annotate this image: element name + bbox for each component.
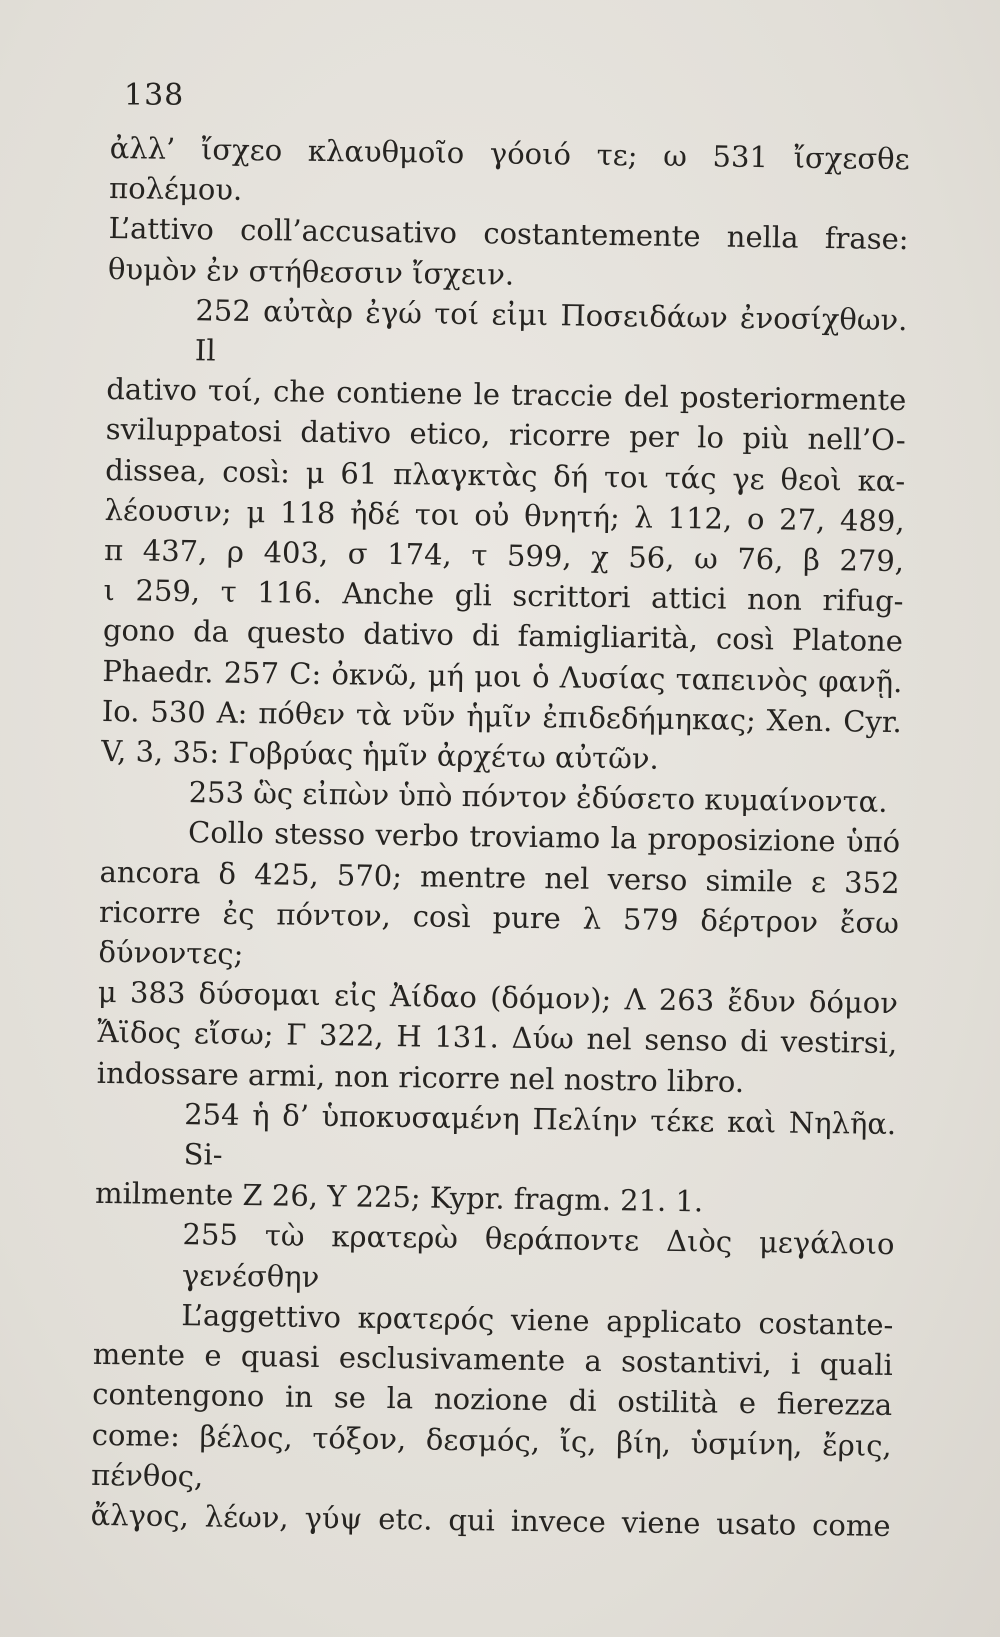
- text-line: milmente Ζ 26, Υ 225; Kypr. fragm. 21. 1.: [94, 1176, 704, 1219]
- text-line: V, 3, 35: Γοβρύας ἡμῖν ἀρχέτω αὐτῶν.: [101, 733, 659, 776]
- text-line: indossare armi, non ricorre nel nostro libro.: [96, 1055, 745, 1099]
- body-text: [90, 128, 910, 1546]
- text-line: 252 αὐτὰρ ἐγώ τοί εἰμι Ποσειδάων ἐνοσίχθων. Il: [194, 293, 908, 368]
- text-line: Io. 530 A: πόθεν τὰ νῦν ἡμῖν ἐπιδεδήμηκας; Xen. Cyr.: [101, 693, 903, 739]
- text-line: L’aggettivo κρατερός viene applicato costante-: [181, 1298, 894, 1342]
- text-line: ancora δ 425, 570; mentre nel verso simile ε 352: [99, 854, 900, 900]
- text-line: ricorre ἐς πόντον, così pure λ 579 δέρτρον ἔσω δύνοντες;: [98, 894, 900, 972]
- text-line: come: βέλος, τόξον, δεσμός, ἴς, βίη, ὑσμίνη, ἔρις, πένθος,: [90, 1417, 892, 1494]
- text-line: Ἄϊδος εἴσω; Γ 322, Η 131. Δύω nel senso di vestirsi,: [97, 1015, 898, 1061]
- text-line: 253 ὣς εἰπὼν ὑπὸ πόντον ἐδύσετο κυμαίνοντα.: [188, 775, 888, 820]
- text-line: contengono in se la nozione di ostilità e fierezza: [92, 1377, 893, 1423]
- text-line: gono da questo dativo di famigliarità, così Platone: [102, 613, 904, 659]
- text-line: ι 259, τ 116. Anche gli scrittori attici non rifug-: [103, 573, 904, 619]
- text-line: mente e quasi esclusivamente a sostantivi, i quali: [92, 1336, 894, 1383]
- text-line: dissea, così: μ 61 πλαγκτὰς δή τοι τάς γε θεοὶ κα-: [104, 452, 906, 498]
- text-line: 255 τὼ κρατερὼ θεράποντε Διὸς μεγάλοιο γενέσθην: [181, 1217, 895, 1294]
- text-line: π 437, ρ 403, σ 174, τ 599, χ 56, ω 76, β 279,: [103, 532, 905, 579]
- text-line: 254 ἡ δ’ ὑποκυσαμένη Πελίην τέκε καὶ Νηλῆα. Si-: [183, 1097, 897, 1172]
- text-line: θυμὸν ἐν στήθεσσιν ἴσχειν.: [107, 251, 515, 292]
- page-number: 138: [124, 78, 185, 113]
- text-line: dativo τοί, che contiene le traccie del posteriormente: [106, 372, 907, 418]
- text-line: ἀλλ’ ἴσχεο κλαυθμοῖο γόοιό τε; ω 531 ἴσχεσθε πολέμου.: [108, 130, 910, 208]
- text-line: λέουσιν; μ 118 ἠδέ τοι οὐ θνητή; λ 112, ο 27, 489,: [104, 492, 905, 538]
- text-line: Collo stesso verbo troviamo la proposizione ὑπό: [187, 815, 901, 860]
- text-line: L’attivo coll’accusativo costantemente nella frase:: [108, 211, 909, 257]
- text-line: μ 383 δύσομαι εἰς Ἀίδαο (δόμον); Λ 263 ἔδυν δόμον: [97, 975, 899, 1021]
- text-line: sviluppatosi dativo etico, ricorre per lo più nell’O-: [105, 412, 906, 458]
- text-line: ἄλγος, λέων, γύψ etc. qui invece viene usato come: [90, 1497, 891, 1543]
- text-line: Phaedr. 257 C: ὀκνῶ, μή μοι ὁ Λυσίας ταπεινὸς φανῇ.: [102, 653, 903, 699]
